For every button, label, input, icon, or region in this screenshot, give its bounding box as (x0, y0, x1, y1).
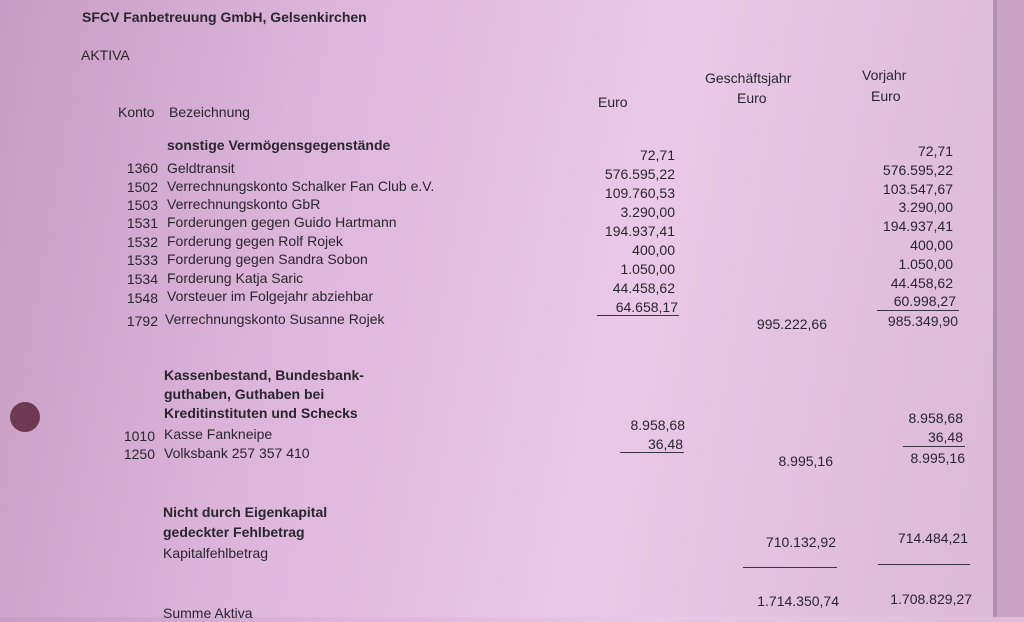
row-konto: 1532 (126, 234, 158, 250)
row-vorjahr: 3.290,00 (898, 199, 953, 215)
company-name: SFCV Fanbetreuung GmbH, Gelsenkirchen (82, 9, 367, 25)
row-label: Geldtransit (167, 160, 235, 176)
header-vorjahr-euro: Euro (871, 88, 901, 104)
subtotal-underline (620, 452, 684, 453)
row-vorjahr: 72,71 (917, 143, 953, 159)
row-label: Forderungen gegen Guido Hartmann (167, 214, 397, 230)
subtotal-underline (597, 315, 679, 316)
header-vorjahr: Vorjahr (862, 67, 907, 83)
group-title-kasse-line2: guthaben, Guthaben bei (164, 386, 325, 402)
group1-total-geschaeftsjahr: 995.222,66 (756, 316, 827, 332)
row-konto: 1360 (126, 160, 158, 176)
header-geschaeftsjahr: Geschäftsjahr (705, 70, 792, 86)
row-label: Forderung gegen Sandra Sobon (167, 251, 368, 267)
header-bezeichnung: Bezeichnung (169, 104, 250, 120)
row-euro: 64.658,17 (615, 299, 678, 315)
row-konto: 1010 (123, 428, 155, 444)
row-euro: 400,00 (632, 242, 675, 258)
row-label-kapitalfehlbetrag: Kapitalfehlbetrag (163, 545, 269, 561)
row-label: Verrechnungskonto Schalker Fan Club e.V. (167, 178, 435, 194)
group2-total-vorjahr: 8.995,16 (910, 450, 965, 466)
row-label: Forderung gegen Rolf Rojek (167, 233, 343, 249)
row-konto: 1250 (123, 446, 155, 462)
row-vorjahr: 194.937,41 (882, 218, 953, 234)
group-title-fehlbetrag-line2: gedeckter Fehlbetrag (163, 524, 305, 540)
row-vorjahr: 44.458,62 (890, 275, 953, 291)
row-konto: 1548 (126, 290, 158, 306)
header-euro: Euro (598, 94, 628, 110)
row-label: Vorsteuer im Folgejahr abziehbar (167, 288, 374, 304)
row-euro: 3.290,00 (620, 204, 675, 220)
row-label: Kasse Fankneipe (164, 426, 273, 442)
group-title-fehlbetrag-line1: Nicht durch Eigenkapital (163, 504, 328, 520)
page-edge (993, 0, 997, 617)
row-konto: 1503 (126, 197, 158, 213)
row-konto: 1533 (126, 252, 158, 268)
row-label: Forderung Katja Saric (167, 270, 304, 286)
group-title-vermoegen: sonstige Vermögensgegenstände (167, 137, 391, 153)
row-label: Verrechnungskonto Susanne Rojek (165, 311, 385, 327)
subtotal-underline-vorjahr (877, 310, 959, 311)
punch-hole (10, 402, 40, 432)
row-label: Verrechnungskonto GbR (167, 196, 321, 212)
row-vorjahr: 576.595,22 (882, 162, 953, 178)
row-euro: 109.760,53 (604, 185, 675, 201)
row-euro: 44.458,62 (612, 280, 675, 296)
row-euro: 36,48 (647, 436, 683, 452)
subtotal-underline-vorjahr (903, 446, 965, 447)
row-vorjahr: 400,00 (910, 237, 953, 253)
row-euro: 576.595,22 (604, 166, 675, 182)
row-vorjahr: 36,48 (927, 429, 963, 445)
row-vorjahr: 1.050,00 (898, 256, 953, 272)
group-title-kasse-line1: Kassenbestand, Bundesbank- (164, 367, 364, 383)
row-vorjahr: 8.958,68 (908, 410, 963, 426)
header-geschaeftsjahr-euro: Euro (737, 90, 767, 106)
row-euro: 8.958,68 (630, 417, 685, 433)
row-vorjahr: 60.998,27 (893, 293, 956, 309)
summe-aktiva-vorjahr: 1.708.829,27 (890, 591, 972, 607)
group1-total-vorjahr: 985.349,90 (887, 313, 958, 329)
row-konto: 1534 (126, 271, 158, 287)
group2-total-geschaeftsjahr: 8.995,16 (778, 453, 833, 469)
row-vorjahr: 103.547,67 (882, 181, 953, 197)
kapitalfehlbetrag-geschaeftsjahr: 710.132,92 (765, 534, 836, 550)
section-title: AKTIVA (81, 47, 130, 63)
row-konto: 1502 (126, 179, 158, 195)
summe-aktiva-geschaeftsjahr: 1.714.350,74 (757, 593, 839, 609)
background-beyond-page (997, 0, 1024, 617)
group-title-kasse-line3: Kreditinstituten und Schecks (164, 405, 358, 421)
total-rule-vorjahr (878, 564, 970, 565)
row-konto: 1531 (126, 215, 158, 231)
total-rule (743, 567, 837, 568)
row-label: Volksbank 257 357 410 (164, 445, 310, 461)
summe-aktiva-label: Summe Aktiva (163, 605, 253, 621)
row-konto: 1792 (126, 313, 158, 329)
row-euro: 1.050,00 (620, 261, 675, 277)
row-euro: 194.937,41 (604, 223, 675, 239)
kapitalfehlbetrag-vorjahr: 714.484,21 (897, 530, 968, 546)
row-euro: 72,71 (639, 147, 675, 163)
header-konto: Konto (118, 104, 155, 120)
